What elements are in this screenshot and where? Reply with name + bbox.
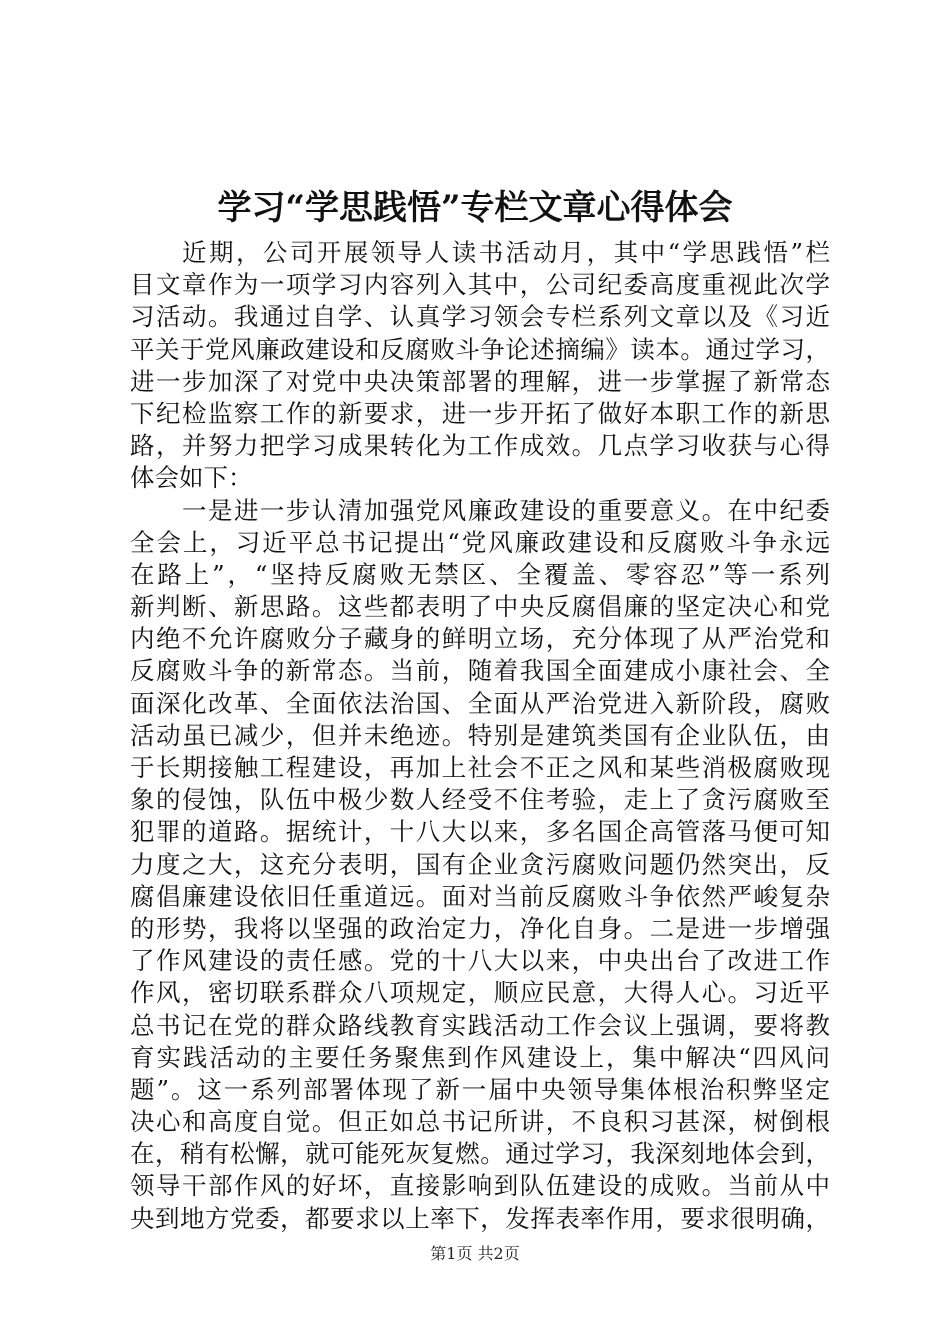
paragraph-line: 腐倡廉建设依旧任重道远。面对当前反腐败斗争依然严峻复杂 [130,881,830,911]
paragraph-line: 总书记在党的群众路线教育实践活动工作会议上强调，要将教 [130,1010,830,1040]
paragraph-line: 进一步加深了对党中央决策部署的理解，进一步掌握了新常态 [130,366,830,396]
paragraph-line: 在，稍有松懈，就可能死灰复燃。通过学习，我深刻地体会到， [130,1139,830,1169]
paragraph-line: 央到地方党委，都要求以上率下，发挥表率作用，要求很明确， [130,1203,830,1233]
paragraph-line: 新判断、新思路。这些都表明了中央反腐倡廉的坚定决心和党 [130,592,830,622]
paragraph-line: 决心和高度自觉。但正如总书记所讲，不良积习甚深，树倒根 [130,1107,830,1137]
paragraph-line: 象的侵蚀，队伍中极少数人经受不住考验，走上了贪污腐败至 [130,785,830,815]
document-title: 学习“学思践悟”专栏文章心得体会 [217,188,733,228]
paragraph-line: 全会上，习近平总书记提出“党风廉政建设和反腐败斗争永远 [130,527,830,557]
paragraph-line: 下纪检监察工作的新要求，进一步开拓了做好本职工作的新思 [130,398,830,428]
paragraph-line: 作风，密切联系群众八项规定，顺应民意，大得人心。习近平 [130,978,830,1008]
paragraph-line: 于长期接触工程建设，再加上社会不正之风和某些消极腐败现 [130,753,830,782]
paragraph-line: 路，并努力把学习成果转化为工作成效。几点学习收获与心得 [130,431,830,461]
paragraph-line: 面深化改革、全面依法治国、全面从严治党进入新阶段，腐败 [130,688,830,718]
document-body [130,237,830,1235]
paragraph-line: 一是进一步认清加强党风廉政建设的重要意义。在中纪委 [182,495,830,525]
paragraph-line: 内绝不允许腐败分子藏身的鲜明立场，充分体现了从严治党和 [130,624,830,654]
paragraph-line: 体会如下： [130,463,253,493]
paragraph-line: 活动虽已减少，但并未绝迹。特别是建筑类国有企业队伍，由 [130,720,830,750]
paragraph-line: 了作风建设的责任感。党的十八大以来，中央出台了改进工作 [130,946,830,976]
paragraph-line: 育实践活动的主要任务聚焦到作风建设上，集中解决“四风问 [130,1042,830,1072]
paragraph-line: 力度之大，这充分表明，国有企业贪污腐败问题仍然突出，反 [130,849,830,879]
paragraph-line: 平关于党风廉政建设和反腐败斗争论述摘编》读本。通过学习， [130,334,830,364]
page-footer: 第1页 共2页 [430,1244,520,1263]
paragraph-line: 领导干部作风的好坏，直接影响到队伍建设的成败。当前从中 [130,1171,830,1201]
paragraph-line: 近期，公司开展领导人读书活动月，其中“学思践悟”栏 [182,238,830,267]
paragraph-line: 的形势，我将以坚强的政治定力，净化自身。二是进一步增强 [130,913,830,943]
paragraph-line: 目文章作为一项学习内容列入其中，公司纪委高度重视此次学 [130,270,830,300]
paragraph-line: 犯罪的道路。据统计，十八大以来，多名国企高管落马便可知 [130,817,830,847]
paragraph-line: 在路上”，“坚持反腐败无禁区、全覆盖、零容忍”等一系列 [130,559,830,589]
paragraph-line: 习活动。我通过自学、认真学习领会专栏系列文章以及《习近 [130,302,830,332]
paragraph-line: 题”。这一系列部署体现了新一届中央领导集体根治积弊坚定 [130,1074,830,1104]
paragraph-line: 反腐败斗争的新常态。当前，随着我国全面建成小康社会、全 [130,656,830,686]
